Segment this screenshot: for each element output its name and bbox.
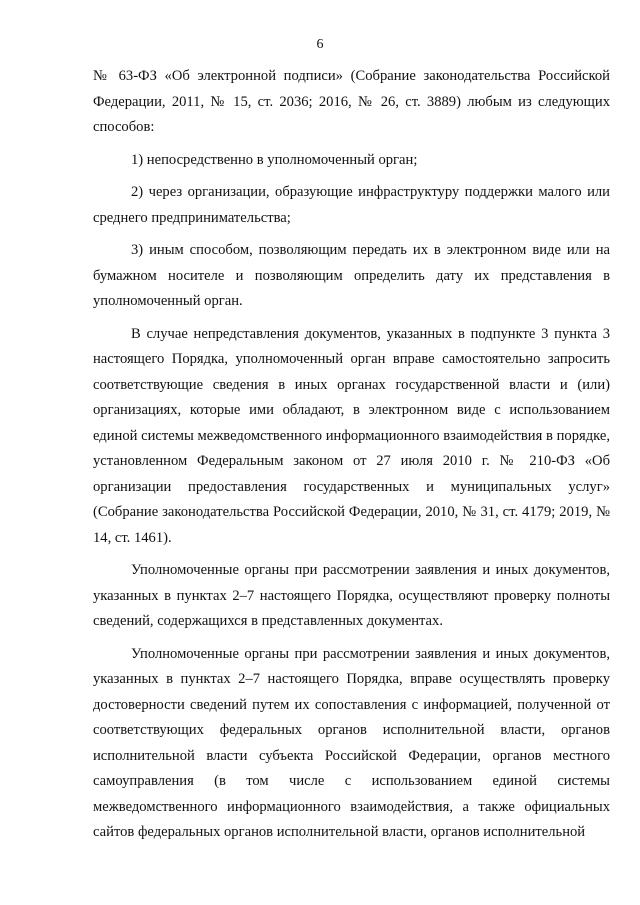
list-item-2: 2) через организации, образующие инфраструктуру поддержки малого или среднего предпринимательства; [93,184,610,226]
paragraph-continuation: № 63-ФЗ «Об электронной подписи» (Собрание законодательства Российской Федерации, 2011, № 15, ст. 2036; 2016, № 26, ст. 3889) любым из следующих способов: [93,68,610,135]
list-item-3: 3) иным способом, позволяющим передать их в электронном виде или на бумажном носителе и позволяющим определить дату их представления в уполномоченный орган. [93,242,610,309]
document-body [93,64,610,846]
paragraph-reliability-check: Уполномоченные органы при рассмотрении заявления и иных документов, указанных в пунктах 2–7 настоящего Порядка, вправе осуществлять проверку достоверности сведений путем их сопоставления с информацией, полученной от соответствующих федеральных органов исполнительной власти, органов исполнительной власти субъекта Российской Федерации, органов местного самоуправления (в том числе с использованием единой системы межведомственного информационного взаимодействия, а также официальных сайтов федеральных органов исполнительной власти, органов исполнительной [93,645,610,840]
paragraph-completeness-check: Уполномоченные органы при рассмотрении заявления и иных документов, указанных в пунктах 2–7 настоящего Порядка, осуществляют проверку полноты сведений, содержащихся в представленных документах. [93,562,610,629]
page-number: 6 [316,37,324,52]
paragraph-nonsubmission: В случае непредставления документов, указанных в подпункте 3 пункта 3 настоящего Порядка, уполномоченный орган вправе самостоятельно запросить соответствующие сведения в иных органах государственной власти и (или) организациях, которые ими обладают, в электронном виде с использованием единой системы межведомственного информационного взаимодействия в порядке, установленном Федеральным законом от 27 июля 2010 г. № 210-ФЗ «Об организации предоставления государственных и муниципальных услуг» (Собрание законодательства Российской Федерации, 2010, № 31, ст. 4179; 2019, № 14, ст. 1461). [93,325,610,546]
list-item-1: 1) непосредственно в уполномоченный орган; [131,151,418,168]
